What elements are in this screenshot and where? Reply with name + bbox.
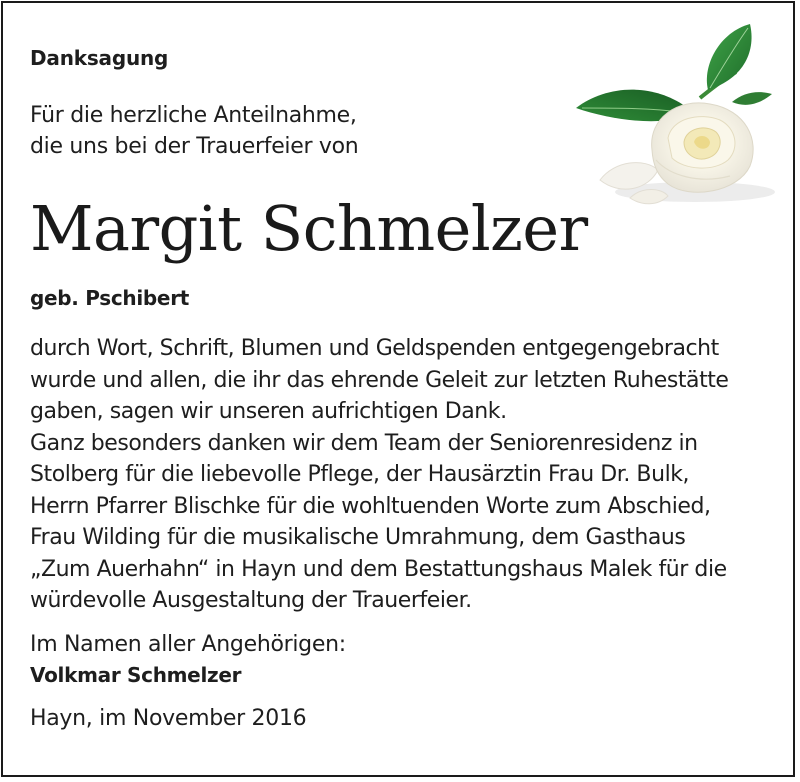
body-line: gaben, sagen wir unseren aufrichtigen Dank. — [30, 399, 507, 424]
intro-line: die uns bei der Trauerfeier von — [30, 134, 359, 159]
body-line: wurde und allen, die ihr das ehrende Geleit zur letzten Ruhestätte — [30, 367, 729, 393]
body-line: Stolberg für die liebevolle Pflege, der Hausärztin Frau Dr. Bulk, — [30, 462, 690, 487]
signoff-line: Im Namen aller Angehörigen: — [30, 632, 346, 657]
notice-heading: Danksagung — [30, 46, 169, 70]
body-line: würdevolle Ausgestaltung der Trauerfeier. — [30, 588, 472, 613]
signoff — [30, 629, 346, 691]
signer-name: Volkmar Schmelzer — [30, 663, 242, 687]
body-line: durch Wort, Schrift, Blumen und Geldspenden entgegengebracht — [30, 336, 719, 361]
intro-text — [30, 100, 358, 162]
body-line: Ganz besonders danken wir dem Team der Seniorenresidenz in — [30, 430, 698, 456]
thanks-body — [30, 333, 780, 617]
maiden-name: geb. Pschibert — [30, 286, 190, 310]
white-rose-icon — [560, 20, 785, 210]
intro-line: Für die herzliche Anteilnahme, — [30, 103, 357, 128]
body-line: „Zum Auerhahn“ in Hayn und dem Bestattungshaus Malek für die — [30, 556, 727, 582]
body-line: Herrn Pfarrer Blischke für die wohltuenden Worte zum Abschied, — [30, 493, 711, 519]
deceased-name: Margit Schmelzer — [30, 192, 588, 265]
body-line: Frau Wilding für die musikalische Umrahmung, dem Gasthaus — [30, 525, 686, 550]
place-date: Hayn, im November 2016 — [30, 706, 307, 731]
